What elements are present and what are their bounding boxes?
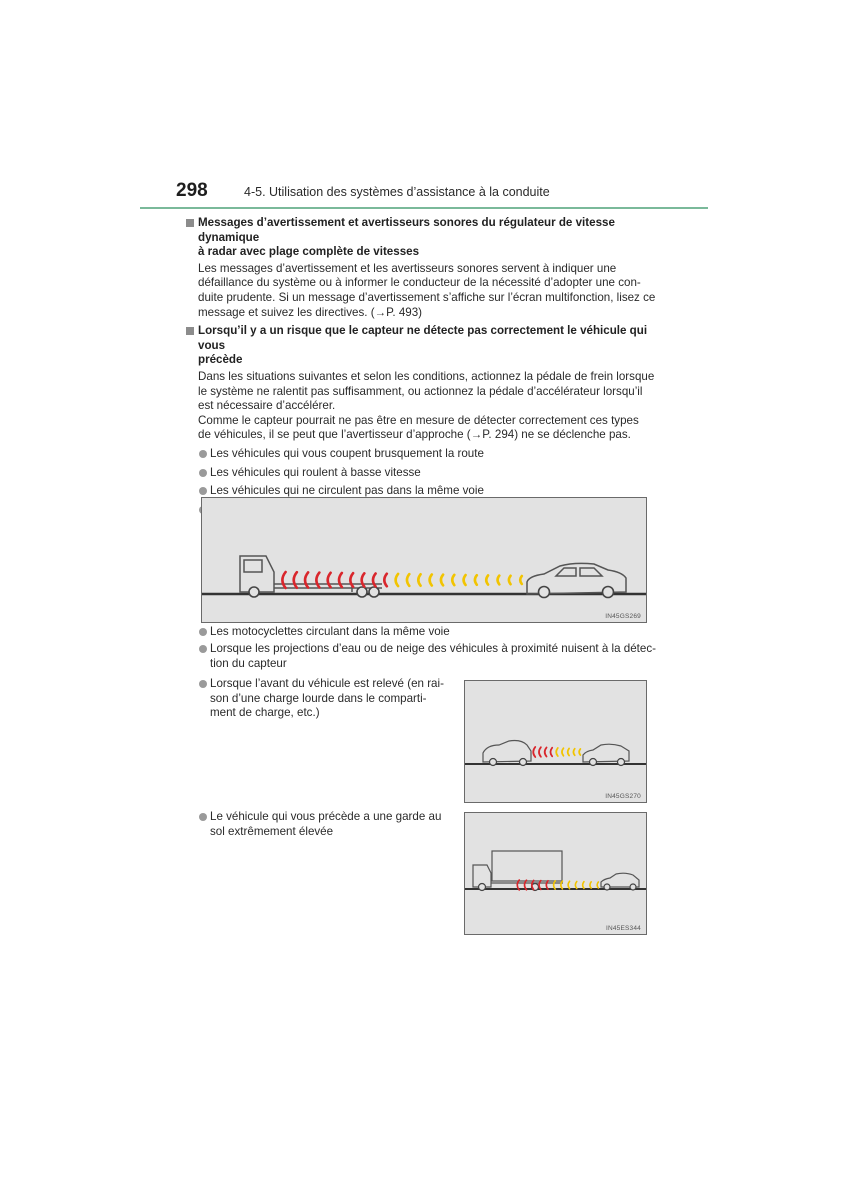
radar-wave-icon: [597, 882, 598, 888]
bullet-dot-icon: [199, 645, 207, 653]
heading-line: à radar avec plage complète de vitesses: [198, 245, 420, 259]
warning-messages-paragraph: [186, 262, 664, 320]
radar-wave-icon: [554, 881, 556, 889]
body-line: duite prudente. Si un message d’avertissement s’affiche sur l’écran multifonction, lisez ce: [198, 290, 656, 304]
section-title: 4-5. Utilisation des systèmes d’assistance à la conduite: [244, 185, 550, 199]
radar-wave-icon: [418, 574, 420, 585]
radar-wave-icon: [430, 574, 432, 585]
list-item: Les véhicules qui vous coupent brusquement la route: [186, 447, 664, 462]
figure-high-clearance: [464, 812, 647, 935]
radar-wave-icon: [294, 572, 297, 588]
radar-wave-icon: [573, 749, 574, 756]
main-content: [186, 216, 664, 517]
body-line: Les messages d’avertissement et les avertisseurs sonores servent à indiquer une: [198, 261, 617, 275]
radar-wave-icon: [520, 576, 522, 584]
radar-wave-icon: [362, 573, 365, 586]
empty-trailer-illustration: [202, 498, 646, 622]
bullet-dot-icon: [199, 487, 207, 495]
list-item: Les motocyclettes circulant dans la même voie: [186, 625, 664, 640]
body-line: le système ne ralentit pas suffisamment, ou actionnez la pédale d’accélérateur lorsqu’il: [198, 384, 643, 398]
bullet-dot-icon: [199, 813, 207, 821]
list-item: Lorsque l’avant du véhicule est relevé (en rai- son d’une charge lourde dans le comparti- ment de charge, etc.): [186, 677, 456, 721]
radar-wave-icon: [452, 575, 454, 585]
bullet-dot-icon: [199, 680, 207, 688]
radar-wave-icon: [350, 573, 353, 587]
radar-wave-icon: [373, 574, 376, 587]
radar-wave-icon: [583, 882, 584, 889]
radar-wave-icon: [339, 573, 342, 587]
figure-code: IN45GS270: [605, 793, 641, 800]
bullet-dot-icon: [199, 450, 207, 458]
bullet-dot-icon: [199, 469, 207, 477]
warning-messages-heading: [186, 216, 664, 260]
radar-wave-icon: [539, 881, 541, 890]
heading-line: précède: [198, 353, 243, 367]
radar-wave-icon: [328, 573, 331, 587]
radar-wave-icon: [556, 748, 558, 756]
radar-wave-icon: [316, 573, 319, 588]
heading-line: Messages d’avertissement et avertisseurs sonores du régulateur de vitesse dynamique: [198, 216, 615, 244]
sensor-risk-paragraph: [186, 370, 664, 443]
radar-wave-icon: [561, 881, 563, 889]
radar-wave-icon: [539, 747, 541, 757]
body-line: message et suivez les directives. (→P. 493): [198, 305, 423, 319]
figure-code: IN45ES344: [605, 925, 641, 932]
page-header: [176, 178, 716, 208]
square-bullet-icon: [186, 219, 194, 227]
radar-wave-icon: [475, 575, 477, 585]
radar-wave-icon: [517, 880, 519, 890]
square-bullet-icon: [186, 327, 194, 335]
figure-empty-trailer: [201, 497, 647, 623]
figure-code: IN45GS269: [605, 613, 641, 620]
radar-wave-icon: [441, 575, 443, 586]
page-number: 298: [176, 180, 208, 201]
radar-wave-icon: [590, 882, 591, 888]
radar-wave-icon: [545, 748, 547, 757]
radar-wave-icon: [562, 748, 564, 756]
radar-wave-icon: [568, 881, 569, 888]
header-rule: [140, 207, 708, 209]
list-item: Lorsque les projections d’eau ou de neige des véhicules à proximité nuisent à la détec- tion du capteur: [186, 642, 664, 671]
radar-wave-icon: [579, 749, 580, 755]
bullet-dot-icon: [199, 628, 207, 636]
raised-front-illustration: [465, 681, 646, 802]
radar-wave-icon: [305, 572, 308, 587]
radar-wave-icon: [498, 576, 500, 585]
list-item: Les véhicules qui ne circulent pas dans la même voie: [186, 484, 664, 499]
radar-wave-icon: [525, 880, 527, 890]
figure-raised-front: [464, 680, 647, 803]
body-line: de véhicules, il se peut que l’avertisseur d’approche (→P. 294) ne se déclenche pas.: [198, 428, 631, 442]
radar-wave-icon: [486, 575, 488, 584]
body-line: défaillance du système ou à informer le conducteur de la nécessité d’adopter une con-: [198, 276, 641, 290]
radar-wave-icon: [546, 881, 548, 890]
high-clearance-illustration: [465, 813, 646, 934]
list-item: Les véhicules qui roulent à basse vitesse: [186, 466, 664, 481]
radar-wave-icon: [550, 748, 552, 757]
body-line: Dans les situations suivantes et selon les conditions, actionnez la pédale de frein lorsque: [198, 369, 655, 383]
radar-wave-icon: [464, 575, 466, 585]
radar-wave-icon: [575, 881, 576, 888]
heading-line: Lorsqu’il y a un risque que le capteur ne détecte pas correctement le véhicule qui vous: [198, 324, 648, 352]
sensor-risk-heading: [186, 324, 664, 368]
radar-wave-icon: [396, 574, 398, 586]
list-item: Le véhicule qui vous précède a une garde au sol extrêmement élevée: [186, 810, 456, 839]
body-line: Comme le capteur pourrait ne pas être en mesure de détecter correctement ces types: [198, 413, 639, 427]
radar-wave-icon: [509, 576, 511, 584]
radar-wave-icon: [282, 572, 285, 588]
radar-wave-icon: [384, 574, 387, 587]
radar-wave-icon: [568, 749, 569, 756]
body-line: est nécessaire d’accélérer.: [198, 399, 336, 413]
radar-wave-icon: [533, 747, 535, 757]
radar-wave-icon: [407, 574, 409, 586]
